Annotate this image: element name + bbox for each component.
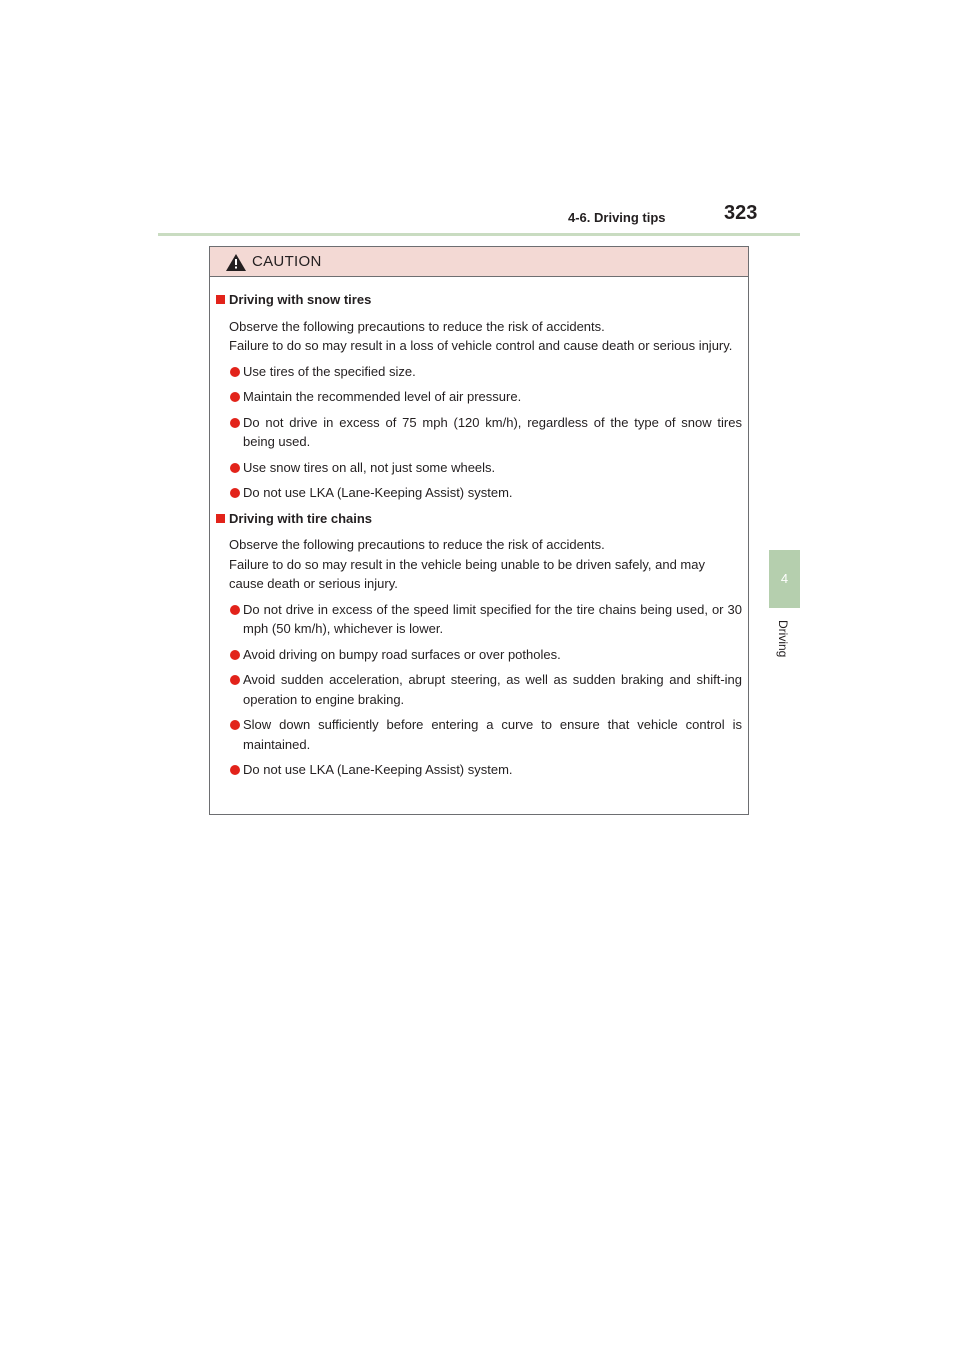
square-bullet-icon xyxy=(216,514,225,523)
bullet-dot-icon xyxy=(230,463,240,473)
bullet-dot-icon xyxy=(230,675,240,685)
list-item: Avoid sudden acceleration, abrupt steering, as well as sudden braking and shift-ing operation to engine braking. xyxy=(216,670,742,709)
list-item: Do not use LKA (Lane-Keeping Assist) system. xyxy=(216,760,742,780)
page-number: 323 xyxy=(724,202,758,224)
list-item: Avoid driving on bumpy road surfaces or over potholes. xyxy=(216,645,742,665)
section-intro: Observe the following precautions to reduce the risk of accidents. Failure to do so may result in the vehicle being unable to be driven safely, and may cause death or serious injury. xyxy=(229,537,705,591)
chapter-label: Driving xyxy=(776,620,790,658)
bullet-dot-icon xyxy=(230,392,240,402)
caution-body xyxy=(210,277,748,780)
section-intro: Observe the following precautions to reduce the risk of accidents. Failure to do so may result in a loss of vehicle control and cause death or serious injury. xyxy=(229,318,733,353)
list-item: Do not drive in excess of the speed limit specified for the tire chains being used, or 30 mph (50 km/h), whichever is lower. xyxy=(216,600,742,639)
bullet-dot-icon xyxy=(230,367,240,377)
list-item: Do not use LKA (Lane-Keeping Assist) system. xyxy=(216,483,742,503)
list-item: Maintain the recommended level of air pressure. xyxy=(216,387,742,407)
square-bullet-icon xyxy=(216,295,225,304)
caution-header xyxy=(210,247,748,277)
chapter-number: 4 xyxy=(780,571,789,586)
section-title: 4-6. Driving tips xyxy=(568,210,666,225)
bullet-dot-icon xyxy=(230,650,240,660)
caution-title: CAUTION xyxy=(252,253,322,270)
section-heading: Driving with snow tires xyxy=(216,290,742,310)
list-item: Do not drive in excess of 75 mph (120 km/h), regardless of the type of snow tires being used. xyxy=(216,413,742,452)
list-item: Use tires of the specified size. xyxy=(216,362,742,382)
section-heading: Driving with tire chains xyxy=(216,509,742,529)
bullet-dot-icon xyxy=(230,605,240,615)
bullet-dot-icon xyxy=(230,488,240,498)
bullet-dot-icon xyxy=(230,418,240,428)
list-item: Slow down sufficiently before entering a curve to ensure that vehicle control is maintained. xyxy=(216,715,742,754)
bullet-dot-icon xyxy=(230,765,240,775)
caution-box xyxy=(209,246,749,815)
bullet-dot-icon xyxy=(230,720,240,730)
header-divider xyxy=(158,233,800,236)
list-item: Use snow tires on all, not just some wheels. xyxy=(216,458,742,478)
chapter-tab[interactable] xyxy=(769,550,800,608)
warning-triangle-icon xyxy=(226,254,246,271)
